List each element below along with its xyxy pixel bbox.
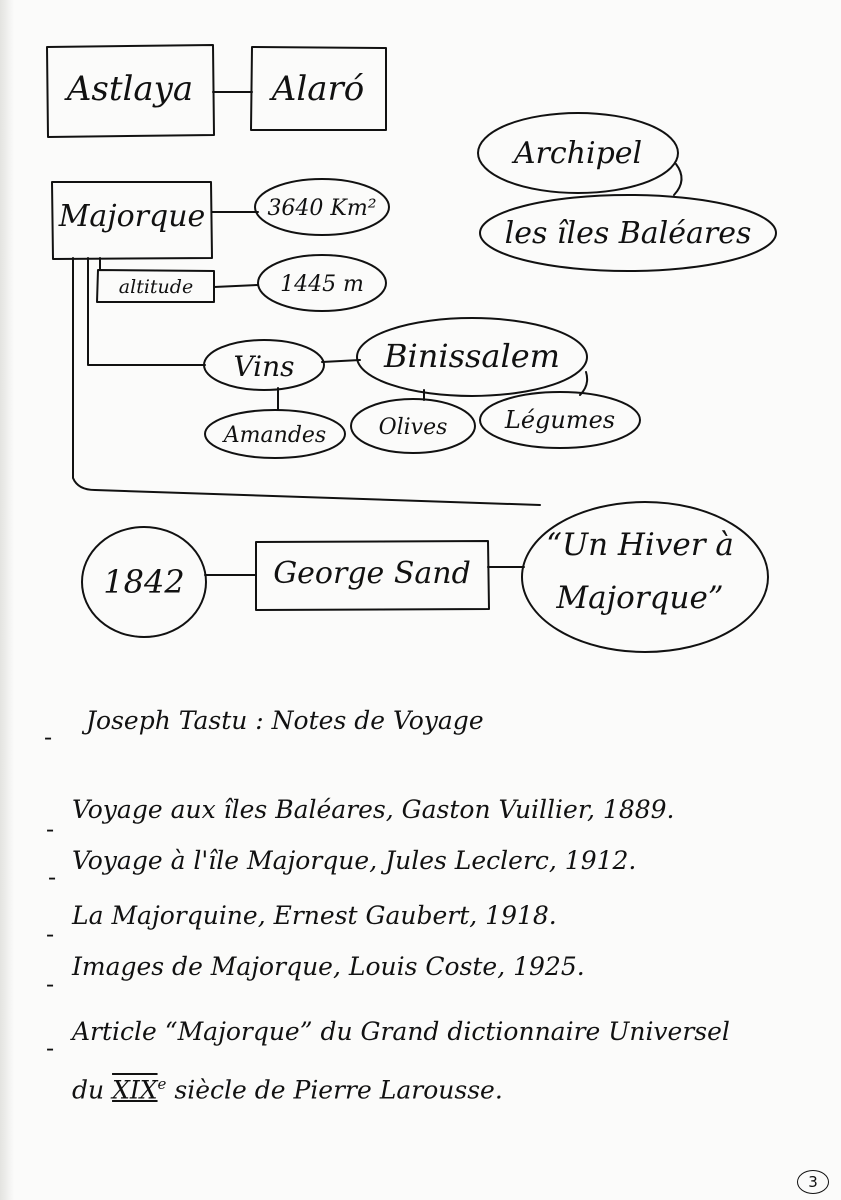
label-majorque: Majorque [58,199,206,234]
label-olives: Olives [378,415,448,440]
reference-item: Joseph Tastu : Notes de Voyage [86,706,484,735]
label-legumes: Légumes [504,406,616,434]
page-number: 3 [797,1170,829,1194]
reference-rest: siècle de Pierre Larousse. [174,1075,503,1105]
bullet-dash: - [46,815,55,843]
connector-archipel-iles [674,164,682,195]
reference-item: La Majorquine, Ernest Gaubert, 1918. [72,901,557,930]
bullet-dash: - [46,970,55,998]
label-astlaya: Astlaya [66,69,194,109]
reference-century: XIX [112,1075,158,1105]
label-george-sand: George Sand [273,556,471,591]
label-iles-baleares: les îles Baléares [504,216,752,251]
connector-altitude-value [214,285,258,287]
bullet-dash: - [46,1034,55,1062]
ellipse-hiver [522,502,768,652]
label-year: 1842 [103,563,185,601]
reference-item-continuation [72,1075,503,1104]
label-altitude-value: 1445 m [280,272,364,297]
label-hiver-line2: Majorque” [556,580,724,616]
reference-du: du [72,1075,105,1105]
connector-binissalem-legumes [580,372,587,395]
bullet-dash: - [48,863,57,891]
label-amandes: Amandes [223,423,327,448]
label-alaro: Alaró [271,69,365,109]
label-vins: Vins [233,350,295,383]
reference-item: Article “Majorque” du Grand dictionnaire Universel [72,1017,730,1046]
bullet-dash: - [46,920,55,948]
reference-item: Images de Majorque, Louis Coste, 1925. [72,952,585,981]
reference-item: Voyage aux îles Baléares, Gaston Vuillier, 1889. [72,795,675,824]
reference-item: Voyage à l'île Majorque, Jules Leclerc, 1912. [72,846,637,875]
label-archipel: Archipel [513,136,643,171]
connector-vins-binissalem [322,360,360,362]
bullet-dash: - [44,723,53,751]
reference-century-sup: e [157,1075,167,1093]
label-area: 3640 Km² [267,196,377,221]
label-altitude: altitude [118,276,194,298]
label-hiver-line1: “Un Hiver à [546,527,734,563]
label-binissalem: Binissalem [383,337,561,375]
connector-majorque-vins [88,258,205,365]
